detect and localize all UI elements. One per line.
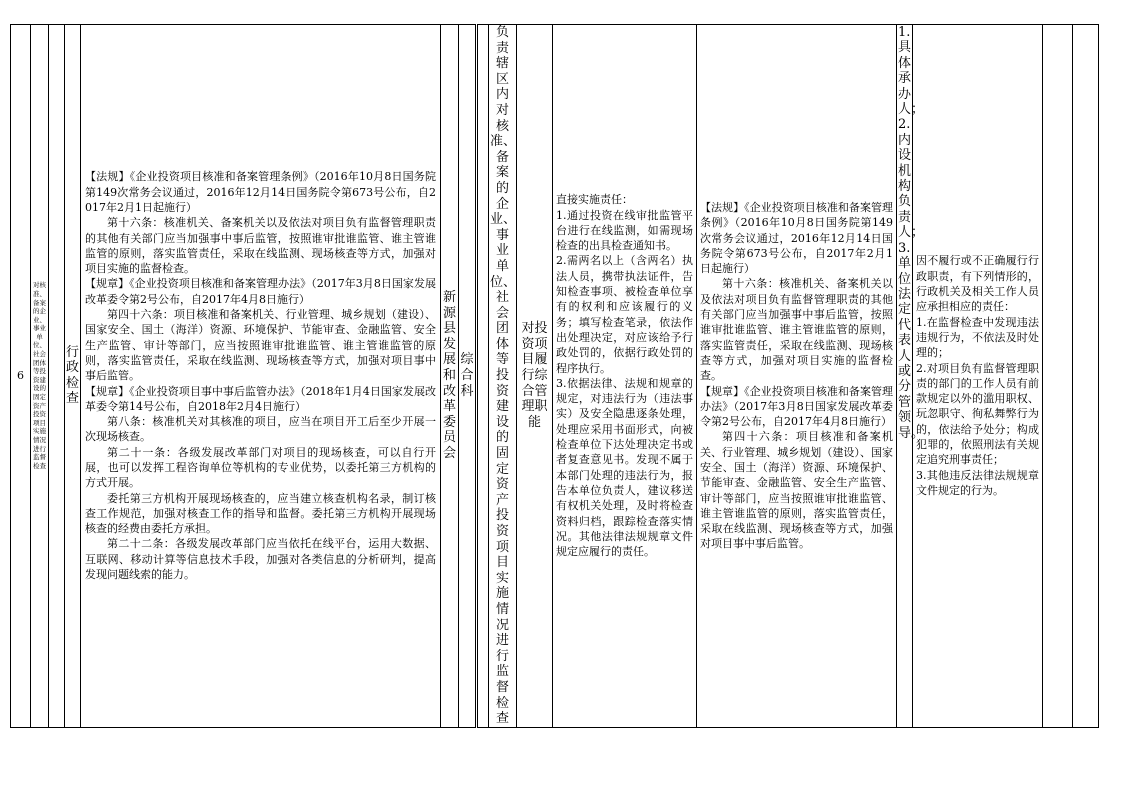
fault-situations: 因不履行或不正确履行行政职责，有下列情形的，行政机关及相关工作人员应承担相应的责任： 1.在监督检查中发现违法违规行为，不依法及时处理的； 2.对项目负有监督管理职责的部门的工作人员有前款规定以外的滥用职权、玩忽职守、徇私舞弊行为的，依法给予处分；构成犯罪的，依照刑法有关规定追究刑事责任； 3.其他违反法律法规规章文件规定的行为。 [913,25,1043,728]
table-row [11,25,1099,728]
item-name: 对核准、备案的企业、事业单位、社会团体等投资建设的固定资产投资项目实施情况进行监督检查 [31,25,49,728]
department: 综合科 [459,25,477,728]
main-body: 对投资项目履行综合管理职能 [517,25,553,728]
responsibility-scope: 负责辖区内对核准、备案的企业、事业单位、社会团体等投资建设的固定资产投资项目实施情况进行监督检查 [490,25,517,727]
blank-cell [477,25,489,728]
duty-content: 直接实施责任： 1.通过投资在线审批监管平台进行在线监测，如需现场检查的出具检查通知书。 2.需两名以上（含两名）执法人员，携带执法证件，告知检查事项、被检查单位享有的权利和应该履行的义务；填写检查笔录，依法作出处理决定，对应该给予行政处罚的，依据行政处罚的程序执行。 3.依据法律、法规和规章的规定，对违法行为（违法事实）及安全隐患逐条处理，处理应采用书面形式，向被检查单位下达处理决定书或者复查意见书。发现不属于本部门处理的违法行为，报告本单位负责人，建议移送有权机关处理，及时将检查资料归档，跟踪检查落实情况。其他法律法规规章文件规定应履行的责任。 [553,25,697,728]
row-number: 6 [11,25,31,728]
item-category: 行政检查 [65,25,81,728]
remarks [1043,25,1073,728]
law-basis: 【法规】《企业投资项目核准和备案管理条例》（2016年10月8日国务院第149次常务会议通过，2016年12月14日国务院令第673号公布，自2017年2月1日起施行） 第十六条：核准机关、备案机关以及依法对项目负有监督管理职责的其他有关部门应当加强事中事后监管，按照谁审批谁监管、谁主管谁监管的原则，落实监管责任，采取在线监测、现场核查等方式，加强对项目实施的监督检查。 【规章】《企业投资项目核准和备案管理办法》（2017年3月8日国家发展改革委令第2号公布，自2017年4月8日施行） 第四十六条：项目核准和备案机关、行业管理、城乡规划（建设）、国家安全、国土（海洋）资源、环境保护、节能审查、金融监管、安全生产监管、审计等部门，应当按照谁审批谁监管、谁主管谁监管的原则，落实监管责任，采取在线监测、现场核查等方式，加强对项目事中事后监管。 【规章】《企业投资项目事中事后监管办法》（2018年1月4日国家发展改革委令第14号公布，自2018年2月4日施行） 第八条：核准机关对其核准的项目，应当在项目开工后至少开展一次现场核查。 第二十一条：各级发展改革部门对项目的现场核查，可以自行开展，也可以发挥工程咨询单位等机构的专业优势，以委托第三方机构的方式开展。 委托第三方机构开展现场核查的，应当建立核查机构名录，制订核查工作规范，加强对核查工作的指导和监督。委托第三方机构开展现场核查的经费由委托方承担。 第二十二条：各级发展改革部门应当依托在线平台，运用大数据、互联网、移动计算等信息技术手段，加强对各类信息的分析研判，提高发现问题线索的能力。 [81,25,441,728]
duty-list-table [10,24,1099,728]
implementing-body: 新源县发展和改革委员会 [441,25,459,728]
blank-cell [1073,25,1099,728]
blank-cell [49,25,65,728]
duty-basis: 【法规】《企业投资项目核准和备案管理条例》（2016年10月8日国务院第149次常务会议通过，2016年12月14日国务院令第673号公布，自2017年2月1日起施行） 第十六条：核准机关、备案机关以及依法对项目负有监督管理职责的其他有关部门应当加强事中事后监管，按照谁审批谁监管、谁主管谁监管的原则，落实监管责任，采取在线监测、现场核查等方式，加强对项目实施的监督检查。 【规章】《企业投资项目核准和备案管理办法》（2017年3月8日国家发展改革委令第2号公布，自2017年4月8日施行） 第四十六条：项目核准和备案机关、行业管理、城乡规划（建设）、国家安全、国土（海洋）资源、环境保护、节能审查、金融监管、安全生产监管、审计等部门，应当按照谁审批谁监管、谁主管谁监管的原则，落实监管责任，采取在线监测、现场核查等方式，加强对项目事中事后监管。 [697,25,897,728]
responsible-persons: 1.具体承办人；2.内设机构负责人；3.单位法定代表人或分管领导。 [897,25,913,728]
